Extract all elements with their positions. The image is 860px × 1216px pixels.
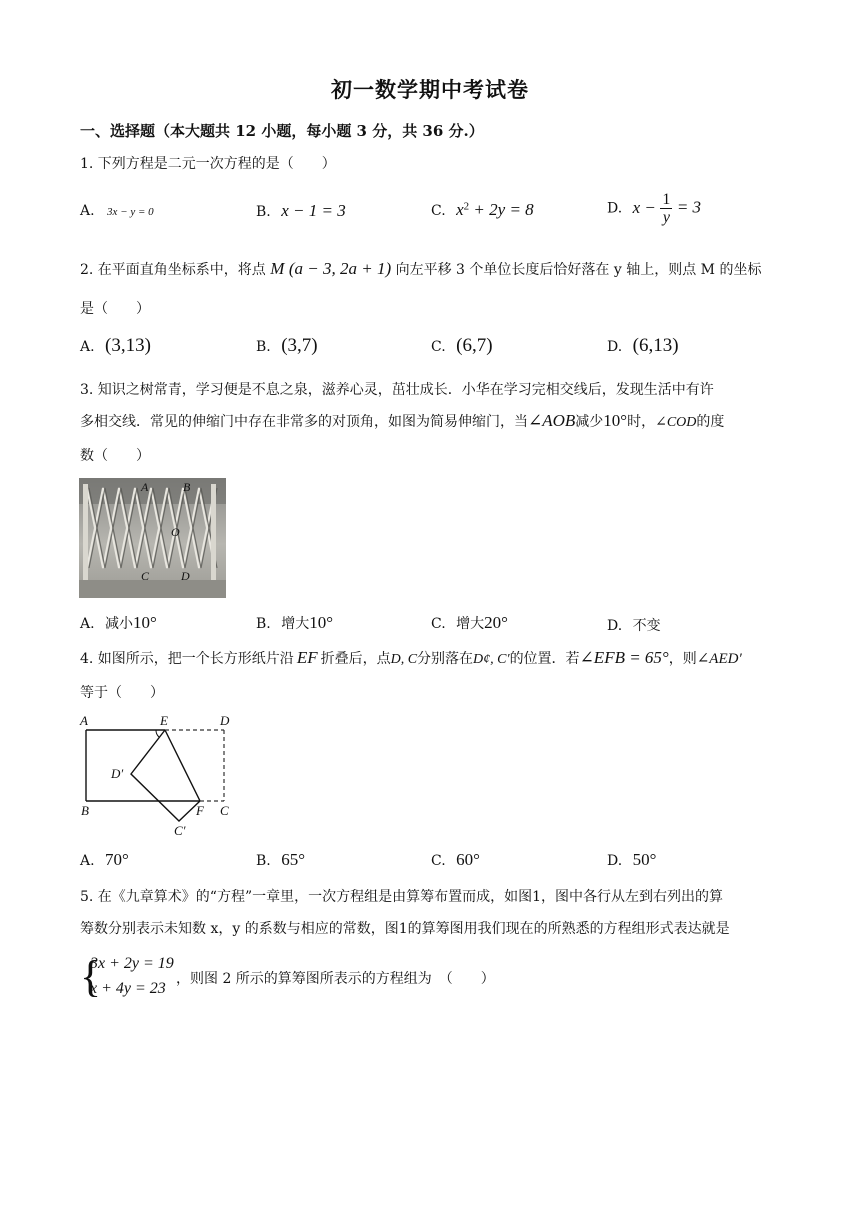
q4-option-c[interactable] <box>431 850 480 870</box>
option-label: B. <box>256 853 271 869</box>
q1-option-a[interactable] <box>80 203 154 219</box>
q3-line2-mid2: 时， <box>627 414 656 430</box>
page-title: 初一数学期中考试卷 <box>331 77 529 102</box>
option-label: D. <box>607 853 623 869</box>
section-heading: 一、选择题（本大题共 12 小题，每小题 3 分，共 36 分.） <box>80 122 484 140</box>
option-label: B. <box>256 616 271 632</box>
q1-option-b[interactable] <box>256 201 346 221</box>
q5-line3: ，则图 2 所示的算筹图所表示的方程组为 （ ） <box>176 971 495 987</box>
photo-label-c: C <box>141 569 150 583</box>
q2-option-d[interactable] <box>607 335 679 357</box>
fig-label-c: C <box>220 803 229 818</box>
fraction-num: 1 <box>662 191 671 208</box>
option-label: B. <box>256 204 271 220</box>
q2-option-c[interactable] <box>431 335 493 357</box>
q2-option-b[interactable] <box>256 335 318 357</box>
q1-option-c[interactable] <box>431 200 534 220</box>
fig-label-dprime: D′ <box>111 766 124 781</box>
option-label: D. <box>607 200 623 217</box>
q3-option-a[interactable] <box>80 613 157 633</box>
q3-line1: 3. 知识之树常青，学习便是不息之泉，滋养心灵，茁壮成长．小华在学习完相交线后，发现生活中有许 <box>80 382 714 398</box>
option-value: 70° <box>105 850 129 869</box>
q3-deg: 10° <box>603 411 628 430</box>
q3-option-c[interactable] <box>431 613 508 633</box>
photo-label-d: D <box>181 569 190 583</box>
photo-label-b: B <box>183 480 191 494</box>
option-expr: (6,7) <box>456 335 493 356</box>
option-label: A. <box>80 339 95 355</box>
fig-label-e: E <box>160 713 168 728</box>
q4-line1-mid3: 的位置．若 <box>509 651 580 667</box>
option-expr: 3x − y = 0 <box>107 206 154 218</box>
photo-label-o: O <box>171 525 180 539</box>
option-value: 10° <box>309 613 334 632</box>
retractable-gate-photo <box>79 478 226 598</box>
equation-2: x + 4y = 23 <box>90 980 166 997</box>
option-text: 减小 <box>105 616 134 632</box>
fig-label-f: F <box>196 803 204 818</box>
q5-line1: 5. 在《九章算术》的“方程”一章里，一次方程组是由算筹布置而成，如图1，图中各行从左到右列出的算 <box>80 889 724 905</box>
q4-line1 <box>80 648 742 668</box>
q3-line2-post: 的度 <box>696 414 725 430</box>
equation-1: 3x + 2y = 19 <box>90 955 174 972</box>
q4-line1-mid: 折叠后，点 <box>320 651 391 667</box>
q3-line2 <box>80 411 724 431</box>
q4-line1-mid4: ，则 <box>668 651 697 667</box>
q2-stem <box>80 259 761 279</box>
option-value: 50° <box>632 850 657 869</box>
option-text: 增大 <box>456 616 485 632</box>
q2-option-a[interactable] <box>80 335 151 357</box>
q2-stem-line2: 是（ ） <box>80 301 150 317</box>
option-expr: (3,7) <box>281 335 318 356</box>
q1-option-d[interactable] <box>607 191 701 226</box>
option-expr: x − 1 = 3 <box>281 201 346 220</box>
fig-label-a: A <box>80 713 88 728</box>
option-label: C. <box>431 203 446 219</box>
folded-rectangle-figure <box>78 712 248 842</box>
option-label: B. <box>256 339 271 355</box>
option-value: 65° <box>281 850 306 869</box>
fig-label-cprime: C′ <box>174 823 186 838</box>
option-label: C. <box>431 339 446 355</box>
option-expr: (6,13) <box>632 335 679 356</box>
option-expr-post: = 3 <box>676 197 702 217</box>
q4-dprime: D¢, C′ <box>473 652 510 667</box>
q3-option-b[interactable] <box>256 613 333 633</box>
option-expr-base: x <box>456 200 464 219</box>
q4-option-a[interactable] <box>80 850 129 870</box>
q4-line1-mid2: 分别落在 <box>417 651 474 667</box>
q2-point: M <box>270 259 285 278</box>
q2-stem-pre: 2. 在平面直角坐标系中，将点 <box>80 262 266 278</box>
option-expr-rest: + 2y = 8 <box>469 200 534 219</box>
option-value: 20° <box>484 613 508 632</box>
option-text: 增大 <box>281 616 310 632</box>
option-value: 10° <box>133 613 157 632</box>
q2-stem-post: 向左平移 3 个单位长度后恰好落在 y 轴上，则点 M 的坐标 <box>395 262 762 278</box>
option-label: D. <box>607 618 623 634</box>
q3-line2-mid: 减少 <box>575 414 604 430</box>
equation-system <box>80 952 180 1001</box>
q4-target: ∠AED′ <box>696 651 742 667</box>
q3-line3: 数（ ） <box>80 448 150 464</box>
q1-stem: 1. 下列方程是二元一次方程的是（ ） <box>80 156 336 172</box>
option-label: A. <box>80 616 95 632</box>
option-label: A. <box>80 203 95 219</box>
q5-line2: 筹数分别表示未知数 x，y 的系数与相应的常数，图1的算筹图用我们现在的所熟悉的方程组形式表达就是 <box>80 921 730 937</box>
option-text: 不变 <box>632 618 661 634</box>
q3-option-d[interactable] <box>607 615 661 635</box>
q4-ef: EF <box>296 648 318 667</box>
option-expr-pre: x − <box>632 197 656 217</box>
brace-glyph: { <box>80 952 102 1001</box>
fraction <box>660 191 672 226</box>
option-label: C. <box>431 853 446 869</box>
fig-label-d: D <box>220 713 230 728</box>
q4-line2: 等于（ ） <box>80 685 164 701</box>
q4-option-b[interactable] <box>256 850 305 870</box>
q4-option-d[interactable] <box>607 850 656 870</box>
option-value: 60° <box>456 850 480 869</box>
option-label: A. <box>80 853 95 869</box>
option-expr-sup: 2 <box>463 200 470 213</box>
option-label: C. <box>431 616 446 632</box>
fig-label-b: B <box>81 803 89 818</box>
option-label: D. <box>607 339 623 355</box>
q4-dc: D, C <box>390 652 418 667</box>
q2-coords: (a − 3, 2a + 1) <box>288 259 392 278</box>
q3-angle1: ∠AOB <box>528 411 576 430</box>
fraction-den: y <box>662 209 670 226</box>
q3-line2-pre: 多相交线．常见的伸缩门中存在非常多的对顶角，如图为简易伸缩门，当 <box>80 414 528 430</box>
q4-line1-pre: 4. 如图所示，把一个长方形纸片沿 <box>80 651 294 667</box>
option-expr: (3,13) <box>105 335 151 356</box>
q4-angle: ∠EFB = 65° <box>579 648 669 667</box>
photo-label-a: A <box>141 480 149 494</box>
q3-angle2: ∠COD <box>655 415 697 430</box>
